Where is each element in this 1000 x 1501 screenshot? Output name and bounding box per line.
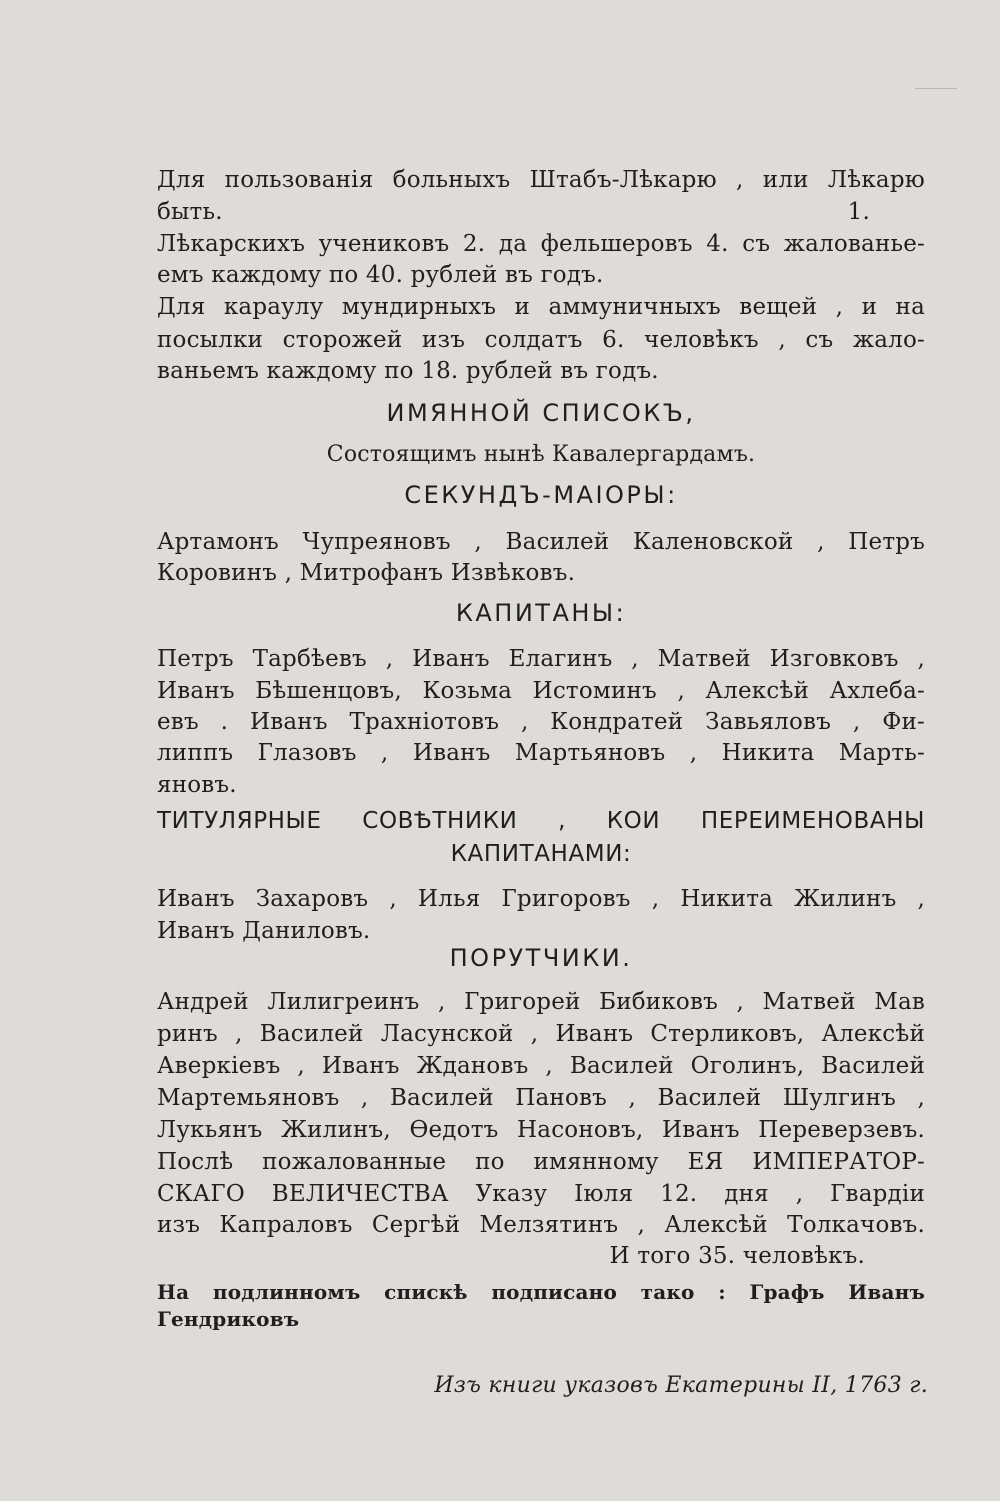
source-note: Изъ книги указовъ Екатерины II, 1763 г. — [434, 1373, 928, 1398]
titular-line-1: Иванъ Захаровъ , Илья Григоровъ , Никита Жилинъ , — [157, 886, 925, 912]
staff-line-2-text: быть. — [157, 199, 223, 225]
poruchiki-line-4: Мартемьяновъ , Василей Пановъ , Василей Шулгинъ , — [157, 1085, 925, 1111]
poruchiki-line-3: Аверкіевъ , Иванъ Ждановъ , Василей Оголинъ, Василей — [157, 1053, 925, 1079]
captains-heading: КАПИТАНЫ: — [455, 599, 627, 627]
staff-line-4: Для караулу мундирныхъ и аммуничныхъ вещей , и на — [157, 294, 925, 320]
staff-line-6: ваньемъ каждому по 18. рублей въ годъ. — [157, 358, 659, 384]
page-edge-rule — [915, 88, 957, 89]
list-title: ИМЯННОЙ СПИСОКЪ, — [386, 399, 696, 427]
captains-line-1: Петръ Тарбѣевъ , Иванъ Елагинъ , Матвей Изговковъ , — [157, 646, 925, 672]
poruchiki-line-2: ринъ , Василей Ласунской , Иванъ Стерликовъ, Алексѣй — [157, 1021, 925, 1047]
staff-line-2 — [157, 197, 925, 227]
poruchiki-line-1: Андрей Лилигреинъ , Григорей Бибиковъ , Матвей Мав — [157, 989, 925, 1015]
staff-line-5: посылки сторожей изъ солдатъ 6. человѣкъ , съ жало- — [157, 327, 925, 353]
poruchiki-line-7: СКАГО ВЕЛИЧЕСТВА Указу Іюля 12. дня , Гвардіи — [157, 1181, 925, 1207]
secund-line-1: Артамонъ Чупреяновъ , Василей Каленовской , Петръ — [157, 529, 925, 555]
total-count: И того 35. человѣкъ. — [609, 1243, 865, 1269]
captains-line-3: евъ . Иванъ Трахніотовъ , Кондратей Завьяловъ , Фи- — [157, 709, 925, 735]
staff-line-1: Для пользованія больныхъ Штабъ-Лѣкарю , или Лѣкарю — [157, 167, 925, 193]
titular-heading-2: КАПИТАНАМИ: — [450, 841, 632, 867]
signature-line-1: На подлинномъ спискѣ подписано тако : Графъ Иванъ — [157, 1280, 925, 1304]
staff-line-3: Лѣкарскихъ учениковъ 2. да фельшеровъ 4. съ жалованье- — [157, 231, 925, 257]
poruchiki-line-5: Лукьянъ Жилинъ, Ѳедотъ Насоновъ, Иванъ Переверзевъ. — [157, 1117, 925, 1143]
titular-heading-1: ТИТУЛЯРНЫЕ СОВѢТНИКИ , КОИ ПЕРЕИМЕНОВАНЫ — [157, 808, 925, 834]
captains-line-4: липпъ Глазовъ , Иванъ Мартьяновъ , Никита Марть- — [157, 740, 925, 766]
poruchiki-heading: ПОРУТЧИКИ. — [449, 944, 633, 972]
secund-line-2: Коровинъ , Митрофанъ Извѣковъ. — [157, 560, 576, 586]
staff-line-2-count: 1. — [847, 199, 870, 225]
signature-line-2: Гендриковъ — [157, 1307, 300, 1331]
captains-line-2: Иванъ Бѣшенцовъ, Козьма Истоминъ , Алексѣй Ахлеба- — [157, 678, 925, 704]
titular-line-2: Иванъ Даниловъ. — [157, 918, 371, 944]
captains-line-5: яновъ. — [157, 772, 237, 798]
poruchiki-line-8: изъ Капраловъ Сергѣй Мелзятинъ , Алексѣй Толкачовъ. — [157, 1212, 925, 1238]
list-subtitle: Состоящимъ нынѣ Кавалергардамъ. — [326, 442, 756, 467]
secund-majors-heading: СЕКУНДЪ-МАІОРЫ: — [404, 481, 678, 509]
poruchiki-line-6: Послѣ пожалованные по имянному ЕЯ ИМПЕРАТОР- — [157, 1149, 925, 1175]
staff-line-3-cont: емъ каждому по 40. рублей въ годъ. — [157, 262, 604, 288]
